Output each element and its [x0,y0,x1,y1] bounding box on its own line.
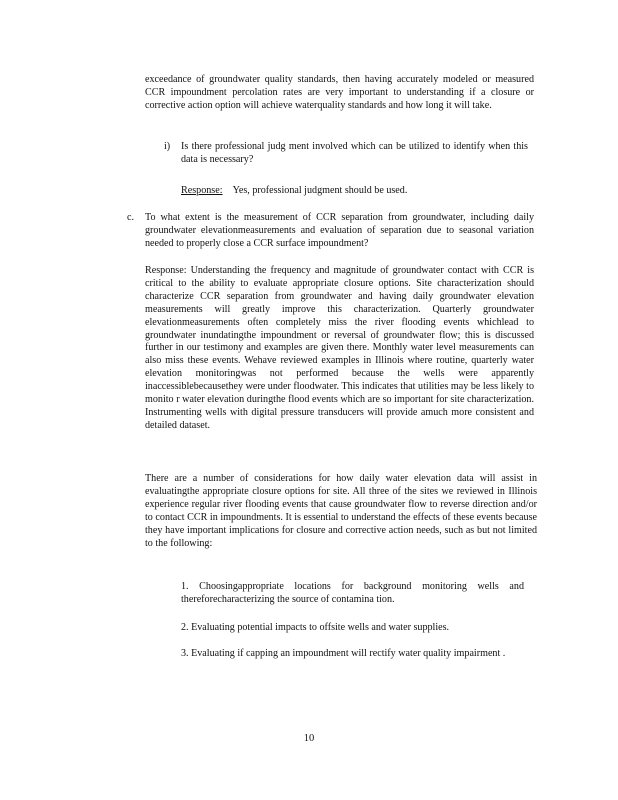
question-c-text: To what extent is the measurement of CCR separation from groundwater, including daily groundwater elevationmeasurements and evaluation of separation due to seasonal variation needed to properly close a CCR surface impoundment? [145,212,534,249]
question-i-text: Is there professional judg ment involved which can be utilized to identify when this data is necessary? [181,141,528,165]
response-c-paragraph-1: Response: Understanding the frequency and magnitude of groundwater contact with CCR is critical to the ability to evaluate appropriate closure options. Site characterization should characterize CCR separation from groundwater and having daily groundwater elevation measurements will greatly improve this characterization. Quarterly groundwater elevationmeasurements often completely miss the river flooding events whichlead to groundwater inundatingthe impoundment or reversal of groundwater flow; this is discussed further in our testimony and examples are given there. Monthly water level measurements can also miss these events. Wehave reviewed examples in Illinois where routine, quarterly water elevation monitoringwas not performed because the wells were apparently inaccessiblebecausethey were under floodwater. This indicates that utilities may be less likely to monito r water elevation duringthe flood events which are so important for site characterization. Instrumenting wells with digital pressure transducers will provide amuch more consistent and detailed dataset. [145,265,534,431]
list-marker-i: i) [164,141,171,152]
list-item-3: 3. Evaluating if capping an impoundment will rectify water quality impairment . [181,648,506,659]
list-item-2: 2. Evaluating potential impacts to offsite wells and water supplies. [181,622,450,633]
list-marker-c: c. [127,212,135,223]
list-item-1: 1. Choosingappropriate locations for background monitoring wells and thereforecharacterizing the source of contamina tion. [181,581,524,605]
question-i-response [181,185,528,198]
response-text: Yes, professional judgment should be used. [232,185,408,196]
response-c-paragraph-2: There are a number of considerations for how daily water elevation data will assist in evaluatingthe appropriate closure options for site. All three of the sites we reviewed in Illinois experience regular river flooding events that cause groundwater flow to reverse direction and/or to contact CCR in impoundments. It is essential to understand the effects of these events because they have important implications for closure and corrective action needs, such as but not limited to the following: [145,473,537,549]
response-label: Response: [181,185,223,196]
page-number: 10 [303,733,315,744]
paragraph-continued: exceedance of groundwater quality standards, then having accurately modeled or measured CCR impoundment percolation rates are very important to understanding if a closure or corrective action option will achieve waterquality standards and how long it will take. [145,74,534,111]
